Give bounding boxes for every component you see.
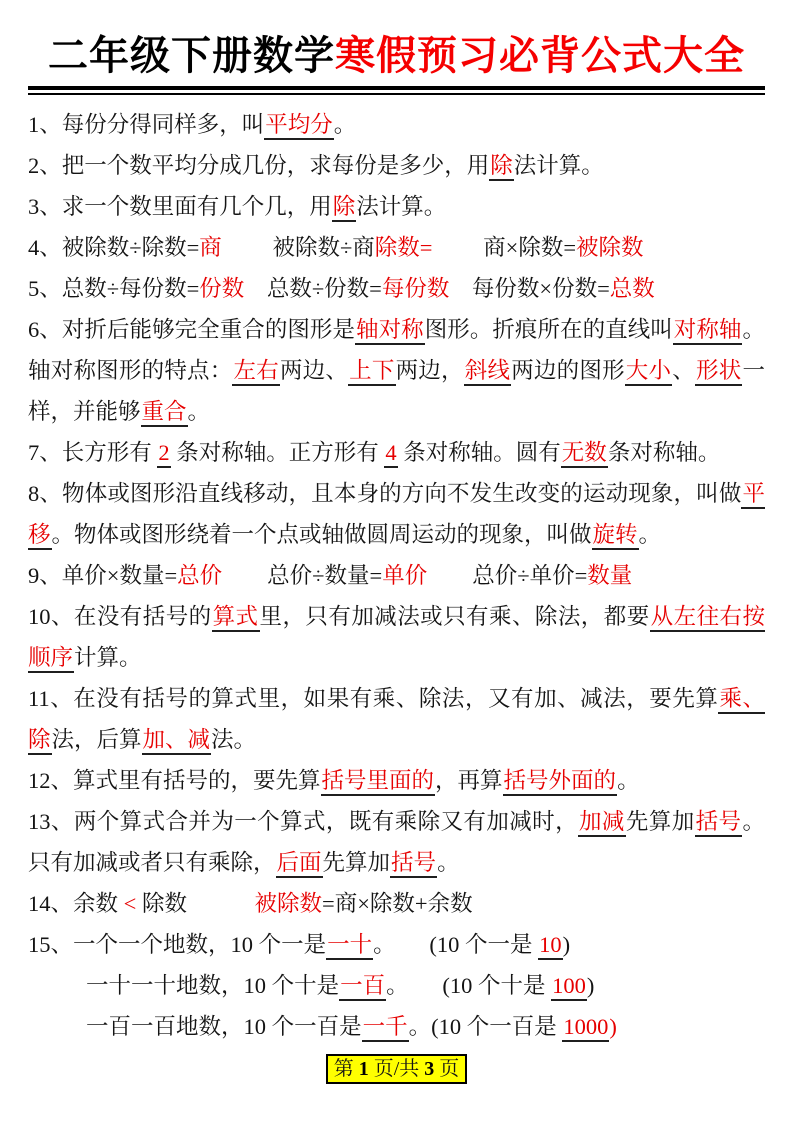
highlight-underlined-text: 100 (551, 973, 587, 1001)
highlight-underlined-text: 4 (384, 440, 397, 468)
highlight-red-text: 除数= (374, 235, 433, 260)
text-run: 页 (434, 1058, 460, 1080)
title-red-part: 寒假预习必背公式大全 (335, 33, 745, 78)
highlight-red-text: 总数 (609, 276, 655, 301)
text-run: 。 (10 个一是 (373, 932, 539, 957)
text-run: 14、余数 (28, 891, 124, 916)
text-run: 8、物体或图形沿直线移动，且本身的方向不发生改变的运动现象，叫做 (28, 481, 742, 506)
text-run: 总价÷单价= (427, 563, 588, 588)
highlight-underlined-text: 除 (489, 153, 514, 181)
text-run: ) (562, 932, 571, 957)
list-item (86, 1006, 765, 1047)
title-divider (28, 86, 765, 95)
text-run: 页/共 (368, 1058, 425, 1080)
highlight-underlined-text: 旋转 (592, 522, 639, 550)
highlight-underlined-text: 左右 (232, 358, 279, 386)
divider-thick-line (28, 86, 765, 90)
text-run: 15、一个一个地数，10 个一是 (28, 932, 327, 957)
text-run: 12、算式里有括号的，要先算 (28, 768, 321, 793)
highlight-underlined-text: 一千 (362, 1014, 409, 1042)
text-run: 法计算。 (356, 194, 447, 219)
text-run: 。 (437, 850, 460, 875)
text-run: 11、在没有括号的算式里，如果有乘、除法，又有加、减法，要先算 (28, 686, 719, 711)
list-item (28, 268, 765, 309)
highlight-underlined-text: 形状 (695, 358, 742, 386)
text-run: 1、每份分得同样多，叫 (28, 112, 265, 137)
text-run: 。 (638, 522, 662, 547)
list-item (28, 555, 765, 596)
list-item (28, 104, 765, 145)
text-run: 、 (672, 358, 695, 383)
text-run: 图形。折痕所在的直线叫 (424, 317, 673, 342)
highlight-underlined-text: 10 (538, 932, 563, 960)
text-run: 先算加 (322, 850, 391, 875)
text-run: 两边的图形 (511, 358, 625, 383)
text-run: 。轴对称图形的特点： (28, 317, 765, 383)
highlight-underlined-text: 算式 (212, 604, 260, 632)
page-number-badge (326, 1054, 468, 1084)
highlight-underlined-text: 轴对称 (355, 317, 425, 345)
text-run: 6、对折后能够完全重合的图形是 (28, 317, 356, 342)
highlight-underlined-text: 括号外面的 (503, 768, 618, 796)
divider-thin-line (28, 93, 765, 95)
highlight-underlined-text: 对称轴 (673, 317, 743, 345)
text-run: 。 (10 个十是 (386, 973, 552, 998)
highlight-underlined-text: 乘、除 (28, 686, 765, 755)
text-run: ，再算 (435, 768, 503, 793)
text-run: 总价÷数量= (222, 563, 383, 588)
highlight-underlined-text: 2 (157, 440, 170, 468)
text-run: 2、把一个数平均分成几份，求每份是多少，用 (28, 153, 490, 178)
text-run: 条对称轴。圆有 (397, 440, 561, 465)
text-run: 13、两个算式合并为一个算式，既有乘除又有加减时， (28, 809, 579, 834)
text-run: 。只有加减或者只有乘除， (28, 809, 765, 875)
list-item (28, 432, 765, 473)
highlight-red-text: 被除数 (576, 235, 644, 260)
highlight-red-text: 被除数 (254, 891, 323, 916)
highlight-underlined-text: 大小 (625, 358, 672, 386)
page-number: 3 (424, 1058, 435, 1080)
text-run: 被除数÷商 (221, 235, 375, 260)
text-run: 一十一十地数，10 个十是 (86, 973, 340, 998)
highlight-red-text: 总价 (177, 563, 223, 588)
highlight-underlined-text: 括号 (695, 809, 743, 837)
list-item (28, 186, 765, 227)
list-item (28, 924, 765, 965)
highlight-underlined-text: 一百 (339, 973, 386, 1001)
text-run: 计算。 (74, 645, 142, 670)
text-run: 条对称轴。正方形有 (170, 440, 385, 465)
text-run: 每份数×份数= (449, 276, 610, 301)
text-run: 。 (617, 768, 640, 793)
text-run: 。物体或图形绕着一个点或轴做圆周运动的现象，叫做 (51, 522, 592, 547)
highlight-underlined-text: 平移 (28, 481, 765, 550)
text-run: 法。 (211, 727, 257, 752)
page-title (28, 30, 765, 82)
highlight-red-text: < (123, 891, 137, 916)
text-run: 两边、 (279, 358, 349, 383)
highlight-red-text: ) (609, 1014, 617, 1039)
list-item (28, 145, 765, 186)
text-run: 两边， (395, 358, 464, 383)
page-footer (28, 1054, 765, 1084)
text-run: 。 (187, 399, 211, 424)
text-run: 法，后算 (51, 727, 142, 752)
text-run: 里，只有加减法或只有乘、除法，都要 (259, 604, 650, 629)
text-run: =商×除数+余数 (322, 891, 473, 916)
highlight-underlined-text: 从左往右按顺序 (28, 604, 765, 673)
text-run: 10、在没有括号的 (28, 604, 212, 629)
text-run: 9、单价×数量= (28, 563, 178, 588)
text-run: 先算加 (625, 809, 695, 834)
list-item (28, 227, 765, 268)
highlight-red-text: 每份数 (381, 276, 450, 301)
text-run: ) (586, 973, 595, 998)
highlight-red-text: 单价 (382, 563, 428, 588)
highlight-underlined-text: 加、减 (142, 727, 212, 755)
text-run: 一百一百地数，10 个一百是 (86, 1014, 362, 1039)
highlight-underlined-text: 1000 (562, 1014, 609, 1042)
highlight-underlined-text: 上下 (348, 358, 395, 386)
highlight-underlined-text: 斜线 (464, 358, 511, 386)
list-item (28, 678, 765, 760)
highlight-underlined-text: 平均分 (264, 112, 334, 140)
list-item (28, 801, 765, 883)
page-number: 1 (358, 1058, 369, 1080)
text-run: 3、求一个数里面有几个几，用 (28, 194, 332, 219)
text-run: 。(10 个一百是 (408, 1014, 563, 1039)
highlight-underlined-text: 除 (332, 194, 357, 222)
highlight-underlined-text: 加减 (578, 809, 626, 837)
formula-list (28, 104, 765, 1047)
text-run: 4、被除数÷除数= (28, 235, 200, 260)
text-run: 一样，并能够 (28, 358, 765, 424)
highlight-underlined-text: 括号里面的 (321, 768, 436, 796)
list-item (28, 883, 765, 924)
list-item (28, 473, 765, 555)
highlight-underlined-text: 无数 (561, 440, 608, 468)
highlight-red-text: 份数 (199, 276, 245, 301)
text-run: 5、总数÷每份数= (28, 276, 200, 301)
text-run: 第 (333, 1058, 359, 1080)
text-run: 除数 (136, 891, 187, 916)
list-item (28, 596, 765, 678)
highlight-underlined-text: 后面 (276, 850, 323, 878)
text-run: 。 (333, 112, 357, 137)
highlight-underlined-text: 括号 (390, 850, 437, 878)
list-item (28, 760, 765, 801)
highlight-underlined-text: 重合 (141, 399, 188, 427)
text-run: 条对称轴。 (607, 440, 721, 465)
text-run: 商×除数= (432, 235, 577, 260)
text-run (187, 891, 255, 916)
highlight-red-text: 数量 (587, 563, 633, 588)
highlight-underlined-text: 一十 (326, 932, 373, 960)
text-run: 7、长方形有 (28, 440, 158, 465)
text-run: 总数÷份数= (244, 276, 382, 301)
list-item (86, 965, 765, 1006)
text-run: 法计算。 (513, 153, 604, 178)
list-item (28, 309, 765, 432)
title-black-part: 二年级下册数学 (48, 33, 335, 78)
highlight-red-text: 商 (199, 235, 222, 260)
